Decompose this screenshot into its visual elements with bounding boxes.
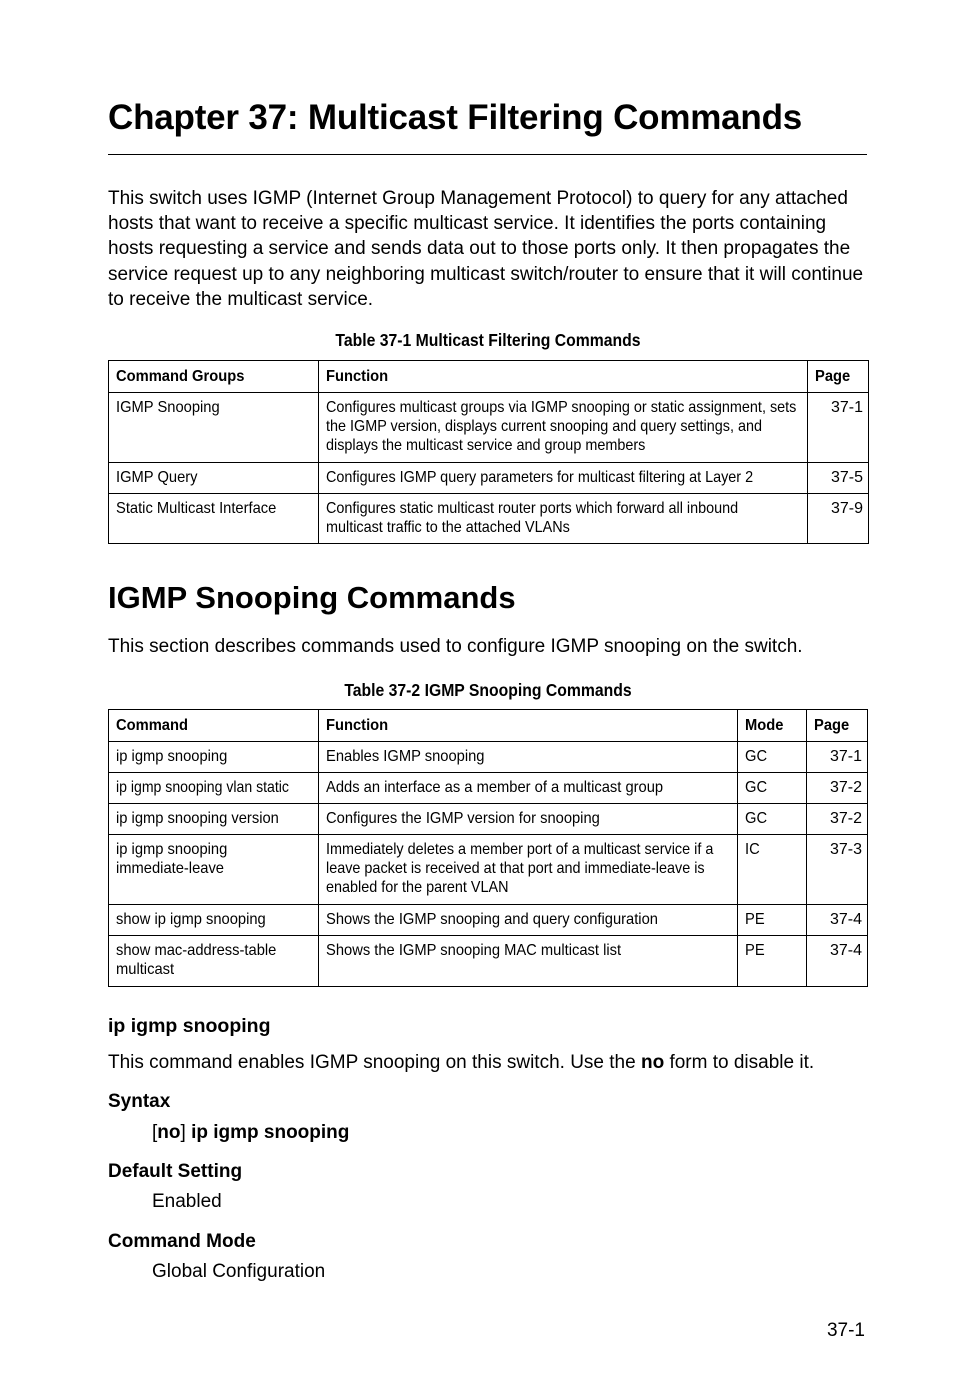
table-cell: show mac-address-table multicast <box>109 936 319 987</box>
table-row <box>109 393 869 463</box>
default-setting-heading: Default Setting <box>108 1161 243 1182</box>
table-row <box>109 742 868 773</box>
table-cell: 37-2 <box>807 804 868 835</box>
table-row <box>109 835 868 905</box>
table-row <box>109 494 869 544</box>
table-cell: ip igmp snooping immediate-leave <box>109 835 319 905</box>
default-setting-value: Enabled <box>152 1191 222 1212</box>
table-cell: GC <box>738 773 807 804</box>
table-cell: Enables IGMP snooping <box>319 742 738 773</box>
syntax-heading: Syntax <box>108 1091 171 1112</box>
table-cell: Immediately deletes a member port of a multicast service if a leave packet is received at that port and immediate-leave is enabled for the parent VLAN <box>319 835 738 905</box>
table-cell: Shows the IGMP snooping and query configuration <box>319 905 738 936</box>
table-cell: 37-3 <box>807 835 868 905</box>
table-cell: IGMP Snooping <box>109 393 319 463</box>
table-cell: Configures multicast groups via IGMP snooping or static assignment, sets the IGMP version, displays current snooping and query settings, and displays the multicast service and group members <box>319 393 808 463</box>
table-header: Command Groups <box>109 361 319 393</box>
chapter-title: Chapter 37: Multicast Filtering Commands <box>108 98 803 137</box>
table-cell: GC <box>738 804 807 835</box>
command-mode-heading: Command Mode <box>108 1231 256 1252</box>
command-heading: ip igmp snooping <box>108 1015 271 1037</box>
table-row <box>109 905 868 936</box>
table-cell: ip igmp snooping version <box>109 804 319 835</box>
table-header: Function <box>319 710 738 742</box>
title-rule <box>108 154 867 155</box>
table-cell: Static Multicast Interface <box>109 494 319 544</box>
table1-caption: Table 37-1 Multicast Filtering Commands <box>335 330 641 350</box>
table-header: Page <box>808 361 869 393</box>
table-row <box>109 936 868 987</box>
page-number: 37-1 <box>826 1320 865 1341</box>
table-row <box>109 804 868 835</box>
section-title: IGMP Snooping Commands <box>108 580 516 615</box>
table-cell: ip igmp snooping <box>109 742 319 773</box>
table-cell: 37-1 <box>808 393 869 463</box>
table-cell: IC <box>738 835 807 905</box>
table-cell: ip igmp snooping vlan static <box>109 773 319 804</box>
table-cell: Configures the IGMP version for snooping <box>319 804 738 835</box>
table-row <box>109 773 868 804</box>
table-header: Command <box>109 710 319 742</box>
table-cell: PE <box>738 905 807 936</box>
command-description: This command enables IGMP snooping on this switch. Use the no form to disable it. <box>108 1052 815 1073</box>
table-cell: Configures IGMP query parameters for multicast filtering at Layer 2 <box>319 463 808 494</box>
table-cell: GC <box>738 742 807 773</box>
intro-paragraph: This switch uses IGMP (Internet Group Management Protocol) to query for any attached hosts that want to receive a specific multicast service. It identifies the ports containing hosts requesting a service and sends data out to those ports only. It then propagates the service request up to any neighboring multicast switch/router to ensure that it will continue to receive the multicast service. <box>108 188 864 310</box>
table-header-row <box>109 361 869 393</box>
table-cell: Adds an interface as a member of a multicast group <box>319 773 738 804</box>
table-header: Function <box>319 361 808 393</box>
table-cell: 37-1 <box>807 742 868 773</box>
igmp-snooping-table <box>108 709 868 987</box>
command-mode-value: Global Configuration <box>152 1261 326 1282</box>
section-description: This section describes commands used to configure IGMP snooping on the switch. <box>108 636 803 657</box>
table-cell: 37-4 <box>807 905 868 936</box>
table-cell: show ip igmp snooping <box>109 905 319 936</box>
table-cell: 37-5 <box>808 463 869 494</box>
table-cell: Configures static multicast router ports which forward all inbound multicast traffic to the attached VLANs <box>319 494 808 544</box>
table2-caption: Table 37-2 IGMP Snooping Commands <box>344 680 632 700</box>
table-cell: 37-9 <box>808 494 869 544</box>
multicast-filtering-table <box>108 360 869 544</box>
table-cell: IGMP Query <box>109 463 319 494</box>
table-cell: PE <box>738 936 807 987</box>
table-header-row <box>109 710 868 742</box>
table-header: Mode <box>738 710 807 742</box>
table-cell: 37-2 <box>807 773 868 804</box>
table-row <box>109 463 869 494</box>
table-cell: 37-4 <box>807 936 868 987</box>
table-cell: Shows the IGMP snooping MAC multicast list <box>319 936 738 987</box>
table-header: Page <box>807 710 868 742</box>
syntax-line: [no] ip igmp snooping <box>152 1122 350 1143</box>
